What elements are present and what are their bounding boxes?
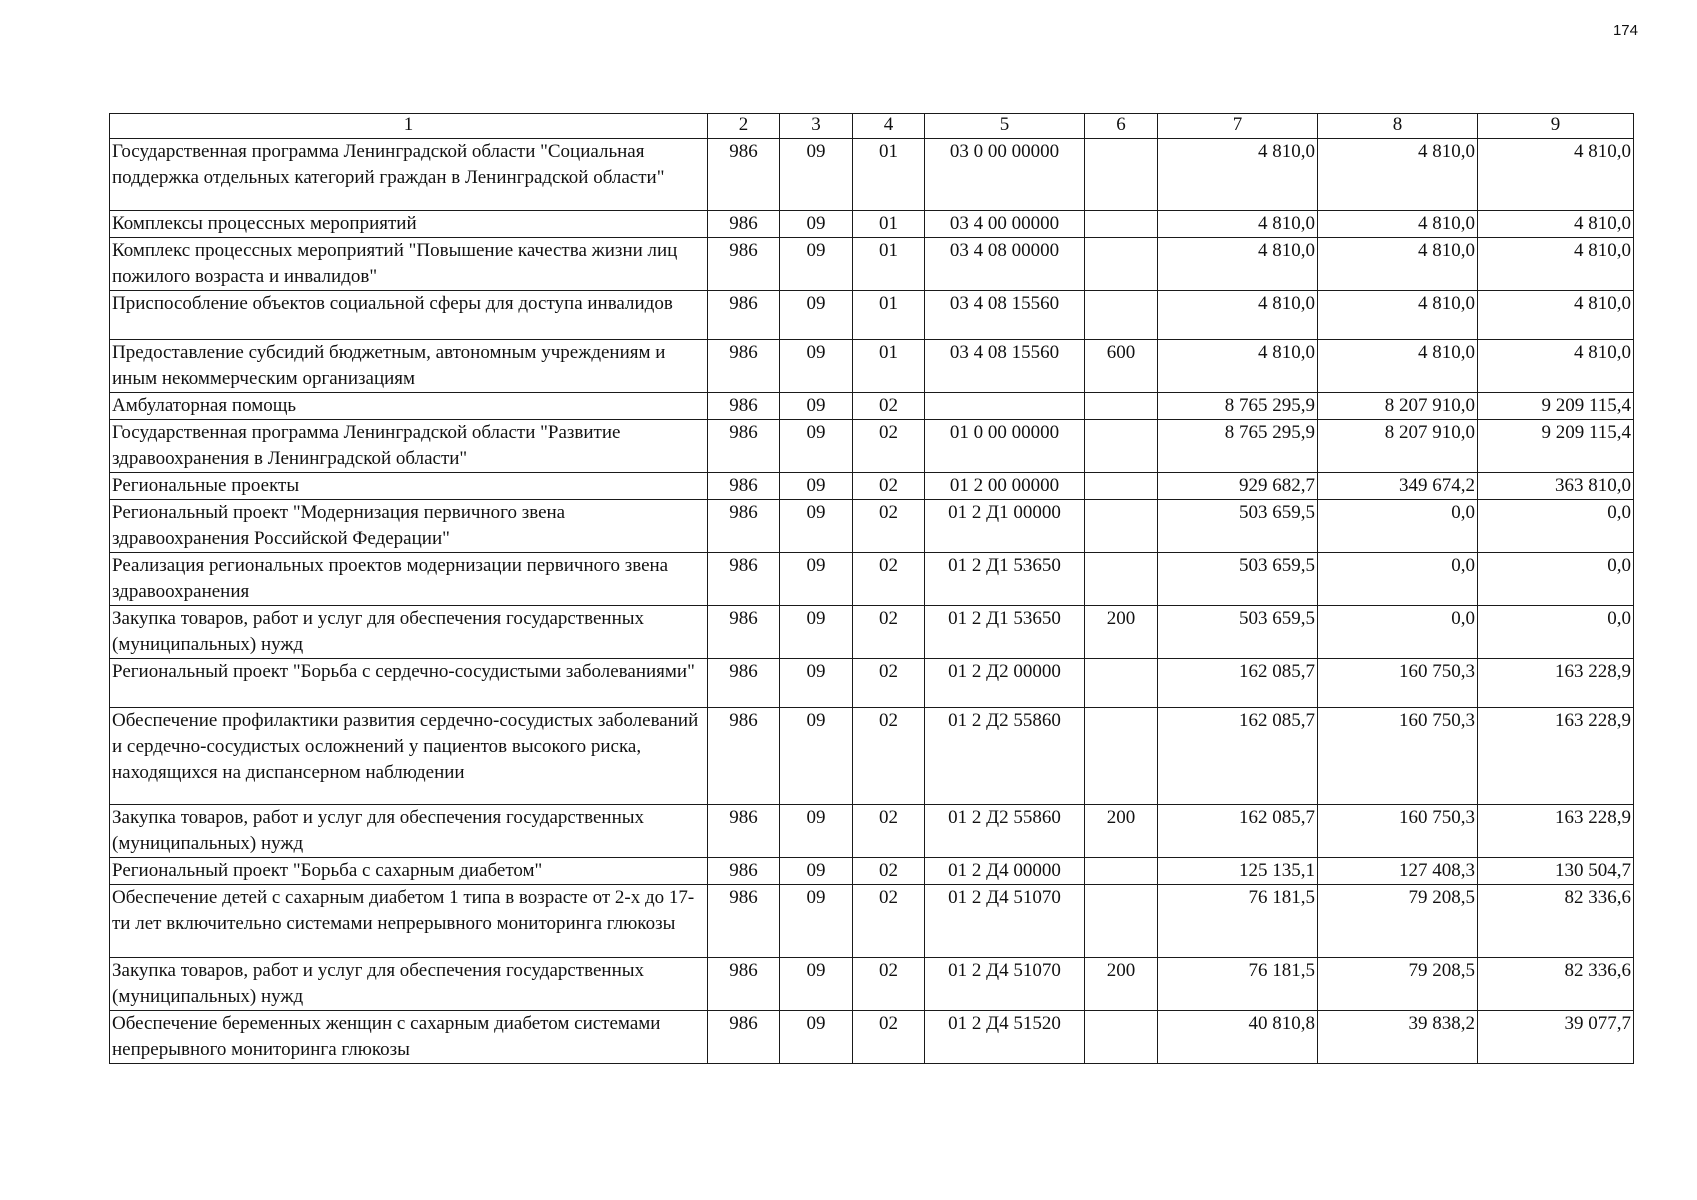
row-col-5: 03 4 08 00000 (925, 238, 1085, 291)
header-col-5: 5 (925, 114, 1085, 139)
row-col-7: 503 659,5 (1158, 606, 1318, 659)
row-col-9: 4 810,0 (1478, 139, 1634, 211)
row-name: Амбулаторная помощь (110, 393, 708, 420)
row-col-9: 130 504,7 (1478, 858, 1634, 885)
header-col-4: 4 (853, 114, 925, 139)
row-name: Региональный проект "Модернизация первичного звена здравоохранения Российской Федерации" (110, 500, 708, 553)
row-col-5: 01 0 00 00000 (925, 420, 1085, 473)
row-col-2: 986 (708, 340, 780, 393)
row-col-7: 76 181,5 (1158, 885, 1318, 958)
row-col-3: 09 (780, 805, 853, 858)
row-name: Региональный проект "Борьба с сахарным диабетом" (110, 858, 708, 885)
row-col-7: 503 659,5 (1158, 500, 1318, 553)
row-col-6: 200 (1085, 958, 1158, 1011)
row-col-2: 986 (708, 858, 780, 885)
row-col-4: 02 (853, 885, 925, 958)
table-row (110, 211, 1634, 238)
row-col-3: 09 (780, 500, 853, 553)
row-col-2: 986 (708, 708, 780, 805)
row-col-8: 0,0 (1318, 606, 1478, 659)
table-row (110, 553, 1634, 606)
row-col-6 (1085, 500, 1158, 553)
row-col-3: 09 (780, 238, 853, 291)
row-col-6 (1085, 553, 1158, 606)
row-col-9: 82 336,6 (1478, 958, 1634, 1011)
row-col-9: 4 810,0 (1478, 238, 1634, 291)
row-name: Обеспечение детей с сахарным диабетом 1 типа в возрасте от 2-х до 17-ти лет включительно системами непрерывного мониторинга глюкозы (110, 885, 708, 958)
row-col-7: 162 085,7 (1158, 805, 1318, 858)
row-col-2: 986 (708, 291, 780, 340)
row-col-4: 02 (853, 858, 925, 885)
row-col-5: 01 2 Д2 55860 (925, 805, 1085, 858)
table-row (110, 885, 1634, 958)
row-col-8: 4 810,0 (1318, 238, 1478, 291)
row-col-2: 986 (708, 805, 780, 858)
row-col-4: 02 (853, 393, 925, 420)
row-col-4: 02 (853, 553, 925, 606)
row-col-5: 03 4 08 15560 (925, 291, 1085, 340)
row-col-7: 162 085,7 (1158, 708, 1318, 805)
row-col-2: 986 (708, 606, 780, 659)
row-col-2: 986 (708, 473, 780, 500)
row-col-6: 200 (1085, 606, 1158, 659)
page-number: 174 (1612, 22, 1638, 39)
row-col-4: 02 (853, 420, 925, 473)
row-col-2: 986 (708, 139, 780, 211)
row-col-6 (1085, 393, 1158, 420)
row-name: Государственная программа Ленинградской области "Развитие здравоохранения в Ленинградской области" (110, 420, 708, 473)
row-col-5: 03 0 00 00000 (925, 139, 1085, 211)
row-col-6 (1085, 659, 1158, 708)
row-col-6 (1085, 885, 1158, 958)
row-col-5: 01 2 Д4 51070 (925, 958, 1085, 1011)
row-col-9: 4 810,0 (1478, 340, 1634, 393)
row-col-2: 986 (708, 420, 780, 473)
row-col-6 (1085, 1011, 1158, 1064)
row-col-3: 09 (780, 473, 853, 500)
row-col-7: 76 181,5 (1158, 958, 1318, 1011)
row-col-9: 0,0 (1478, 500, 1634, 553)
budget-table (109, 113, 1634, 1064)
row-col-4: 02 (853, 805, 925, 858)
row-col-7: 4 810,0 (1158, 139, 1318, 211)
row-col-8: 349 674,2 (1318, 473, 1478, 500)
row-col-8: 4 810,0 (1318, 340, 1478, 393)
row-col-8: 39 838,2 (1318, 1011, 1478, 1064)
row-col-7: 4 810,0 (1158, 340, 1318, 393)
row-col-3: 09 (780, 393, 853, 420)
row-col-5: 01 2 Д1 53650 (925, 553, 1085, 606)
table-row (110, 858, 1634, 885)
row-col-4: 01 (853, 238, 925, 291)
row-col-8: 0,0 (1318, 500, 1478, 553)
row-col-6: 200 (1085, 805, 1158, 858)
row-col-9: 9 209 115,4 (1478, 420, 1634, 473)
row-col-8: 4 810,0 (1318, 291, 1478, 340)
row-name: Комплексы процессных мероприятий (110, 211, 708, 238)
row-col-9: 4 810,0 (1478, 291, 1634, 340)
row-col-2: 986 (708, 393, 780, 420)
row-col-5: 01 2 Д2 55860 (925, 708, 1085, 805)
header-col-7: 7 (1158, 114, 1318, 139)
row-col-7: 8 765 295,9 (1158, 420, 1318, 473)
table-row (110, 1011, 1634, 1064)
row-col-4: 01 (853, 211, 925, 238)
header-col-6: 6 (1085, 114, 1158, 139)
table-row (110, 805, 1634, 858)
row-col-3: 09 (780, 606, 853, 659)
row-col-5: 01 2 Д4 51070 (925, 885, 1085, 958)
row-col-9: 0,0 (1478, 553, 1634, 606)
row-col-3: 09 (780, 211, 853, 238)
row-name: Закупка товаров, работ и услуг для обеспечения государственных (муниципальных) нужд (110, 606, 708, 659)
row-name: Обеспечение профилактики развития сердечно-сосудистых заболеваний и сердечно-сосудистых осложнений у пациентов высокого риска, находящихся на диспансерном наблюдении (110, 708, 708, 805)
row-col-4: 02 (853, 473, 925, 500)
row-col-3: 09 (780, 420, 853, 473)
table-row (110, 659, 1634, 708)
row-col-4: 01 (853, 340, 925, 393)
row-col-2: 986 (708, 1011, 780, 1064)
row-col-2: 986 (708, 958, 780, 1011)
row-col-4: 01 (853, 139, 925, 211)
row-col-6: 600 (1085, 340, 1158, 393)
table-row (110, 473, 1634, 500)
row-col-3: 09 (780, 958, 853, 1011)
row-col-7: 929 682,7 (1158, 473, 1318, 500)
row-col-5: 01 2 Д2 00000 (925, 659, 1085, 708)
row-col-4: 02 (853, 1011, 925, 1064)
row-name: Региональный проект "Борьба с сердечно-сосудистыми заболеваниями" (110, 659, 708, 708)
row-col-3: 09 (780, 1011, 853, 1064)
header-col-3: 3 (780, 114, 853, 139)
row-col-4: 01 (853, 291, 925, 340)
table-row (110, 606, 1634, 659)
row-col-3: 09 (780, 553, 853, 606)
row-col-9: 163 228,9 (1478, 708, 1634, 805)
table-body (110, 139, 1634, 1064)
row-col-3: 09 (780, 659, 853, 708)
row-name: Предоставление субсидий бюджетным, автономным учреждениям и иным некоммерческим организациям (110, 340, 708, 393)
row-col-4: 02 (853, 958, 925, 1011)
row-name: Приспособление объектов социальной сферы для доступа инвалидов (110, 291, 708, 340)
header-col-9: 9 (1478, 114, 1634, 139)
table-row (110, 139, 1634, 211)
row-col-7: 125 135,1 (1158, 858, 1318, 885)
row-col-9: 163 228,9 (1478, 805, 1634, 858)
row-col-6 (1085, 473, 1158, 500)
row-col-6 (1085, 139, 1158, 211)
row-col-8: 160 750,3 (1318, 805, 1478, 858)
table-row (110, 708, 1634, 805)
table-row (110, 420, 1634, 473)
row-col-9: 39 077,7 (1478, 1011, 1634, 1064)
row-col-8: 8 207 910,0 (1318, 393, 1478, 420)
header-row (110, 114, 1634, 139)
row-col-7: 4 810,0 (1158, 238, 1318, 291)
row-col-5: 01 2 Д1 53650 (925, 606, 1085, 659)
row-col-9: 163 228,9 (1478, 659, 1634, 708)
row-col-7: 503 659,5 (1158, 553, 1318, 606)
row-col-4: 02 (853, 500, 925, 553)
row-col-7: 8 765 295,9 (1158, 393, 1318, 420)
row-col-6 (1085, 420, 1158, 473)
row-col-6 (1085, 211, 1158, 238)
row-col-3: 09 (780, 291, 853, 340)
row-col-2: 986 (708, 659, 780, 708)
row-col-2: 986 (708, 211, 780, 238)
row-col-8: 160 750,3 (1318, 708, 1478, 805)
row-col-6 (1085, 291, 1158, 340)
row-col-9: 363 810,0 (1478, 473, 1634, 500)
row-col-3: 09 (780, 885, 853, 958)
row-name: Обеспечение беременных женщин с сахарным диабетом системами непрерывного мониторинга глюкозы (110, 1011, 708, 1064)
row-col-8: 160 750,3 (1318, 659, 1478, 708)
row-name: Реализация региональных проектов модернизации первичного звена здравоохранения (110, 553, 708, 606)
row-col-5: 01 2 Д4 51520 (925, 1011, 1085, 1064)
table-row (110, 500, 1634, 553)
row-name: Закупка товаров, работ и услуг для обеспечения государственных (муниципальных) нужд (110, 958, 708, 1011)
row-col-8: 79 208,5 (1318, 958, 1478, 1011)
row-col-9: 4 810,0 (1478, 211, 1634, 238)
table-row (110, 393, 1634, 420)
header-col-2: 2 (708, 114, 780, 139)
row-col-2: 986 (708, 885, 780, 958)
table-row (110, 291, 1634, 340)
row-col-3: 09 (780, 708, 853, 805)
row-col-6 (1085, 858, 1158, 885)
row-col-8: 8 207 910,0 (1318, 420, 1478, 473)
row-name: Государственная программа Ленинградской области "Социальная поддержка отдельных категорий граждан в Ленинградской области" (110, 139, 708, 211)
header-col-1: 1 (110, 114, 708, 139)
row-col-4: 02 (853, 659, 925, 708)
header-col-8: 8 (1318, 114, 1478, 139)
row-col-7: 4 810,0 (1158, 211, 1318, 238)
row-col-5: 01 2 00 00000 (925, 473, 1085, 500)
row-col-5: 01 2 Д1 00000 (925, 500, 1085, 553)
row-name: Закупка товаров, работ и услуг для обеспечения государственных (муниципальных) нужд (110, 805, 708, 858)
table-row (110, 340, 1634, 393)
row-name: Региональные проекты (110, 473, 708, 500)
row-col-7: 162 085,7 (1158, 659, 1318, 708)
row-name: Комплекс процессных мероприятий "Повышение качества жизни лиц пожилого возраста и инвалидов" (110, 238, 708, 291)
row-col-5: 03 4 08 15560 (925, 340, 1085, 393)
row-col-2: 986 (708, 553, 780, 606)
table-row (110, 958, 1634, 1011)
row-col-9: 9 209 115,4 (1478, 393, 1634, 420)
row-col-6 (1085, 708, 1158, 805)
row-col-3: 09 (780, 340, 853, 393)
row-col-2: 986 (708, 500, 780, 553)
table-row (110, 238, 1634, 291)
row-col-5 (925, 393, 1085, 420)
row-col-5: 01 2 Д4 00000 (925, 858, 1085, 885)
row-col-8: 4 810,0 (1318, 139, 1478, 211)
row-col-9: 82 336,6 (1478, 885, 1634, 958)
row-col-9: 0,0 (1478, 606, 1634, 659)
row-col-7: 40 810,8 (1158, 1011, 1318, 1064)
row-col-5: 03 4 00 00000 (925, 211, 1085, 238)
row-col-8: 4 810,0 (1318, 211, 1478, 238)
row-col-4: 02 (853, 708, 925, 805)
row-col-7: 4 810,0 (1158, 291, 1318, 340)
row-col-8: 0,0 (1318, 553, 1478, 606)
row-col-4: 02 (853, 606, 925, 659)
row-col-8: 79 208,5 (1318, 885, 1478, 958)
row-col-8: 127 408,3 (1318, 858, 1478, 885)
row-col-6 (1085, 238, 1158, 291)
row-col-3: 09 (780, 139, 853, 211)
row-col-2: 986 (708, 238, 780, 291)
row-col-3: 09 (780, 858, 853, 885)
